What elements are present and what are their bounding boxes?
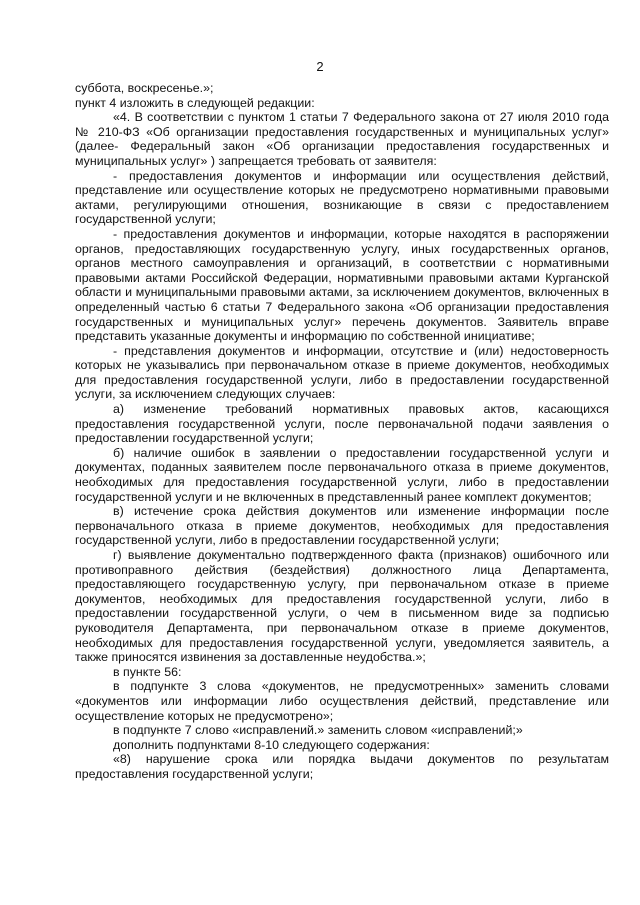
paragraph: «4. В соответствии с пунктом 1 статьи 7 Федерального закона от 27 июля 2010 года № 210-ФЗ «Об организации предоставления государственных и муниципальных услуг» (далее- Федеральный закон «Об организации предоставления государственных и муниципальных услуг» ) запрещается требовать от заявителя: (75, 110, 609, 168)
paragraph: - предоставления документов и информации, которые находятся в распоряжении органов, предоставляющих государственную услугу, иных государственных органов, органов местного самоуправления и организаций, в соответствии с нормативными правовыми актами Российской Федерации, нормативными правовыми актами Курганской области и муниципальными правовыми актами, за исключением документов, включенных в определенный частью 6 статьи 7 Федерального закона «Об организации предоставления государственных и муниципальных услуг» перечень документов. Заявитель вправе представить указанные документы и информацию по собственной инициативе; (75, 226, 609, 344)
paragraph: в подпункте 7 слово «исправлений.» заменить словом «исправлений;» (113, 723, 523, 738)
paragraph: в подпункте 3 слова «документов, не предусмотренных» заменить словами «документов или информации либо осуществления действий, представление или осуществление которых не предусмотрено»; (75, 679, 609, 723)
paragraph: в) истечение срока действия документов или изменение информации после первоначального отказа в приеме документов, необходимых для предоставления государственной услуги, либо в предоставлении государственной услуги; (75, 504, 609, 548)
paragraph: пункт 4 изложить в следующей редакции: (75, 95, 315, 110)
paragraph: г) выявление документально подтвержденного факта (признаков) ошибочного или противоправного действия (бездействия) должностного лица Департамента, предоставляющего государственную услугу, при первоначальном отказе в приеме документов, необходимых для предоставления государственной услуги, либо в предоставлении государственной услуги, о чем в письменном виде за подписью руководителя Департамента, при первоначальном отказе в приеме документов, необходимых для предоставления государственной услуги, уведомляется заявитель, а также приносятся извинения за доставленные неудобства.»; (75, 548, 609, 665)
page-number: 2 (316, 59, 324, 74)
paragraph: суббота, воскресенье.»; (75, 81, 214, 95)
paragraph: б) наличие ошибок в заявлении о предоставлении государственной услуги и документах, поданных заявителем после первоначального отказа в приеме документов, необходимых для предоставления государственной услуги, либо в предоставлении государственной услуги и не включенных в представленный ранее комплект документов; (75, 445, 609, 504)
document-body (75, 81, 609, 782)
paragraph: - представления документов и информации, отсутствие и (или) недостоверность которых не указывались при первоначальном отказе в приеме документов, необходимых для предоставления государственной услуги, либо в предоставлении государственной услуги, за исключением следующих случаев: (75, 343, 609, 402)
paragraph: в пункте 56: (113, 664, 182, 679)
paragraph: - предоставления документов и информации или осуществления действий, представление или осуществление которых не предусмотрено нормативными правовыми актами, регулирующими отношения, возникающие в связи с предоставлением государственной услуги; (75, 168, 609, 227)
paragraph: «8) нарушение срока или порядка выдачи документов по результатам предоставления государственной услуги; (75, 752, 609, 781)
paragraph: дополнить подпунктами 8-10 следующего содержания: (113, 737, 430, 752)
paragraph: а) изменение требований нормативных правовых актов, касающихся предоставления государственной услуги, после первоначальной подачи заявления о предоставлении государственной услуги; (75, 402, 609, 446)
